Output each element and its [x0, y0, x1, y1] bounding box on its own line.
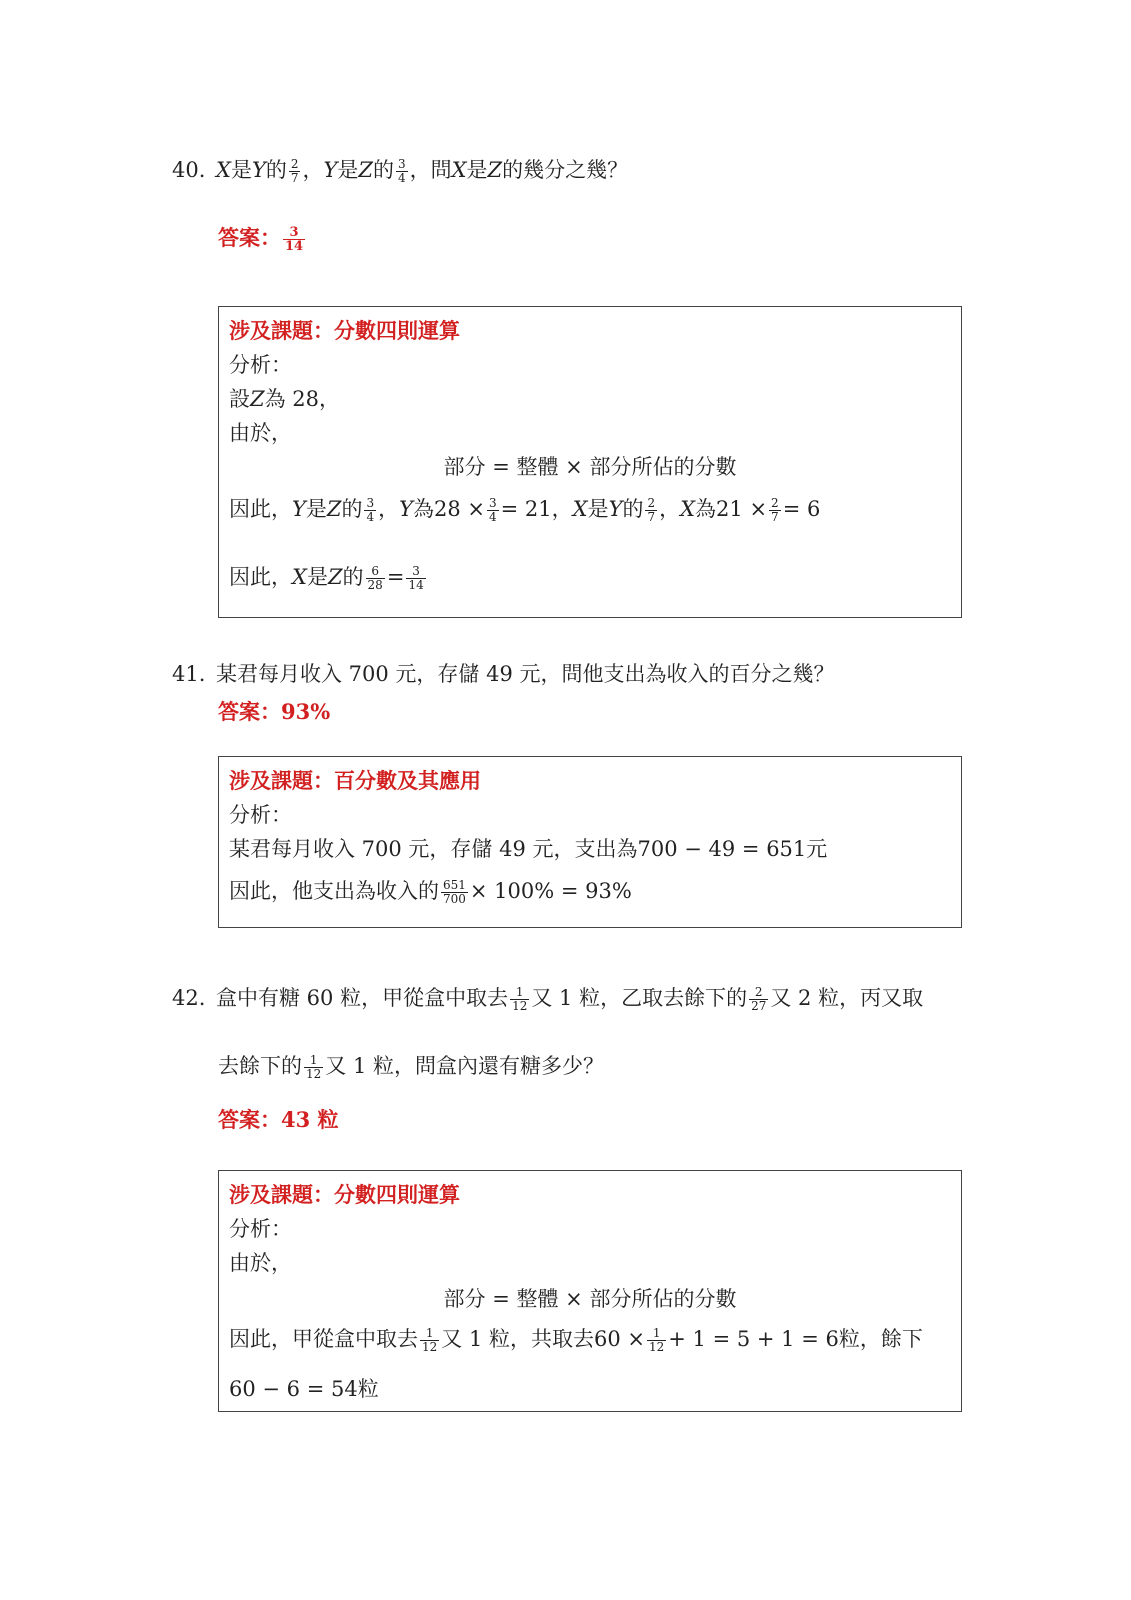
fraction: $\frac{2}{7}$ — [290, 157, 299, 185]
analysis-label: 分析： — [229, 353, 292, 377]
var: X — [216, 158, 231, 182]
analysis-box-42 — [218, 1170, 962, 1412]
var: Z — [487, 158, 503, 182]
analysis-line: 因此，他支出為收入的 $\frac{651}{700}$ × 100% = 93% — [229, 878, 632, 906]
question-number: 40. — [172, 158, 206, 182]
var: X — [451, 158, 467, 182]
analysis-label: 分析： — [229, 803, 292, 827]
question-number: 42. — [172, 986, 206, 1010]
question-42: 42. 盒中有糖 60 粒，甲從盒中取去 $\frac{1}{12}$ 又 1 粒，乙取去餘下的 $\frac{2}{27}$ 又 2 粒，丙又取 — [172, 985, 924, 1013]
answer-42 — [218, 1104, 339, 1134]
answer-value: 93% — [281, 699, 331, 724]
var: Y — [251, 158, 266, 182]
answer-value: 43 粒 — [281, 1107, 339, 1132]
analysis-box-41 — [218, 756, 962, 928]
text: 是 — [230, 158, 252, 182]
analysis-line: 因此，甲從盒中取去 $\frac{1}{12}$ 又 1 粒，共取去60 × $\frac{1}{12}$ + 1 = 5 + 1 = 6粒，餘下 — [229, 1326, 923, 1354]
text: 是 — [466, 158, 488, 182]
text: 是 — [337, 158, 359, 182]
answer-label: 答案： — [218, 225, 281, 250]
question-40 — [172, 156, 628, 185]
analysis-line: 因此，X是Z的 $\frac{6}{28}$ = $\frac{3}{14}$ — [229, 564, 424, 592]
analysis-line: 由於， — [229, 421, 292, 445]
answer-label: 答案： — [218, 1107, 281, 1132]
topic-heading: 涉及課題：分數四則運算 — [229, 1182, 460, 1207]
analysis-label: 分析： — [229, 1217, 292, 1241]
formula: 部分 = 整體 × 部分所佔的分數 — [443, 1287, 737, 1311]
text: 的 — [265, 158, 287, 182]
analysis-line: 由於， — [229, 1251, 292, 1275]
fraction: $\frac{3}{4}$ — [397, 157, 406, 185]
analysis-line: 因此，Y是Z的 $\frac{3}{4}$ ，Y為28 × $\frac{3}{4}$ = 21，X是Y的 $\frac{2}{7}$ ，X為21 × $\frac{2}{7}$ = 6 — [229, 496, 821, 524]
topic-heading: 涉及課題：百分數及其應用 — [229, 768, 481, 793]
answer-41 — [218, 696, 330, 726]
text: ，問 — [409, 158, 452, 182]
analysis-box-40 — [218, 306, 962, 618]
text: ， — [302, 158, 324, 182]
question-41 — [172, 660, 835, 688]
topic-heading: 涉及課題：分數四則運算 — [229, 318, 460, 343]
analysis-line: 某君每月收入 700 元，存儲 49 元，支出為700 − 49 = 651元 — [229, 837, 828, 861]
answer-40 — [218, 222, 307, 253]
formula: 部分 = 整體 × 部分所佔的分數 — [443, 455, 737, 479]
question-text: 某君每月收入 700 元，存儲 49 元，問他支出為收入的百分之幾？ — [216, 662, 835, 686]
analysis-line: 設Z為 28， — [229, 387, 340, 411]
answer-fraction: $\frac{3}{14}$ — [285, 225, 304, 254]
analysis-line: 60 − 6 = 54粒 — [229, 1377, 379, 1401]
var: Y — [323, 158, 338, 182]
var: Z — [358, 158, 373, 182]
text: 的幾分之幾？ — [502, 158, 629, 182]
answer-label: 答案： — [218, 699, 281, 724]
text: 的 — [372, 158, 394, 182]
question-42-continued: 去餘下的 $\frac{1}{12}$ 又 1 粒，問盒內還有糖多少？ — [218, 1053, 604, 1081]
question-number: 41. — [172, 662, 206, 686]
